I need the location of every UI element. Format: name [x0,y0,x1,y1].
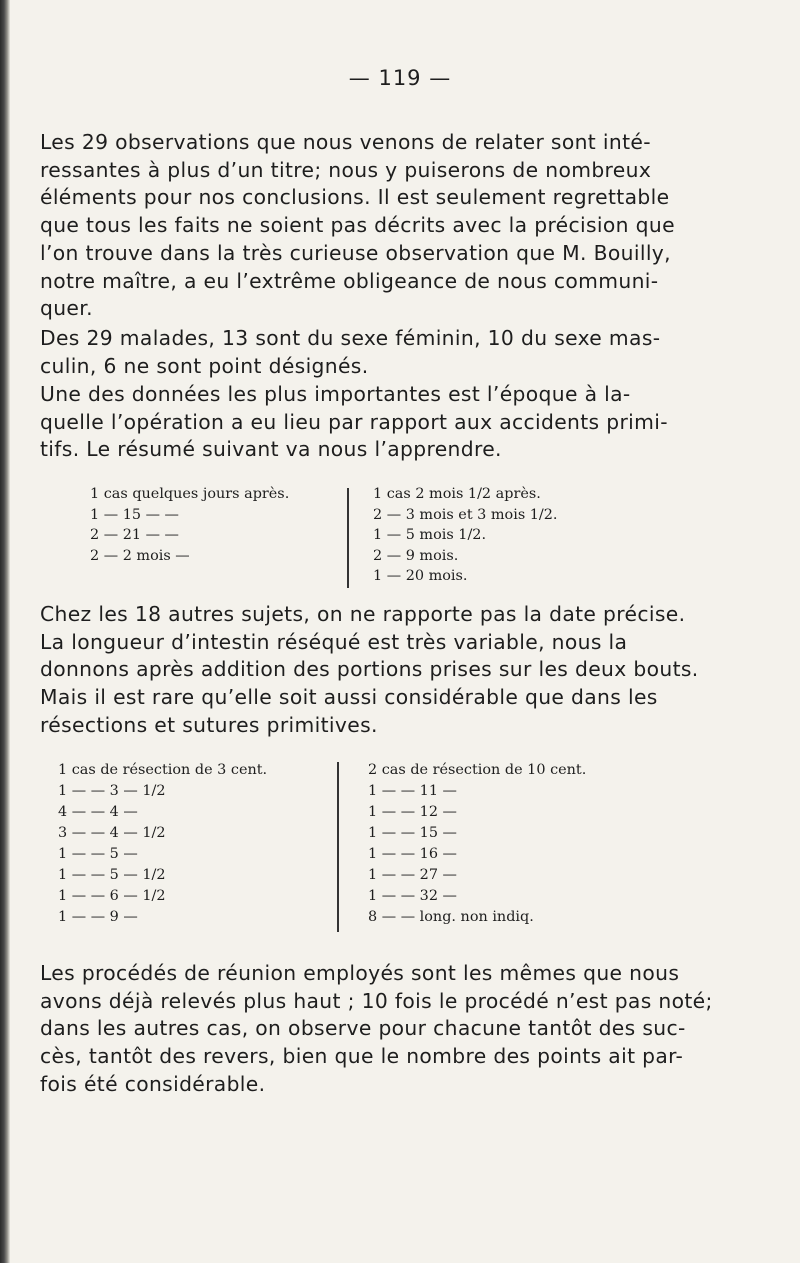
text-line: l’on trouve dans la très curieuse observation que M. Bouilly, [40,240,671,265]
paragraph-longueur [40,601,765,740]
book-binding-edge [0,0,10,1263]
table-row: 1 — — 6 — 1/2 [58,888,166,904]
table-row: 2 — 2 mois — [90,547,190,564]
timing-table-right [373,484,558,587]
text-line: donnons après addition des portions prises sur les deux bouts. [40,657,699,682]
table-row: 1 — — 5 — 1/2 [58,867,166,883]
paragraph-observations [40,129,765,323]
text-line: tifs. Le résumé suivant va nous l’apprendre. [40,437,502,462]
table-row: 2 — 3 mois et 3 mois 1/2. [373,506,558,523]
table-divider [337,762,339,932]
paragraph-malades [40,325,765,380]
table-row: 1 — — 32 — [368,888,457,904]
table-row: 1 cas quelques jours après. [90,486,290,502]
text-line: avons déjà relevés plus haut ; 10 fois le procédé n’est pas noté; [40,988,713,1013]
table-row: 1 — — 3 — 1/2 [58,783,166,799]
table-row: 1 — — 9 — [58,909,138,925]
paragraph-epoque [40,381,765,464]
text-line: quelle l’opération a eu lieu par rapport aux accidents primi- [40,409,668,434]
table-header: 2 cas de résection de 10 cent. [368,762,587,778]
table-row: 2 — 9 mois. [373,547,459,564]
text-line: Une des données les plus importantes est l’époque à la- [40,382,631,406]
table-row: 1 — — 16 — [368,846,457,862]
text-line: La longueur d’intestin réséqué est très variable, nous la [40,629,628,654]
text-line: Les procédés de réunion employés sont les mêmes que nous [40,961,680,985]
text-line: Chez les 18 autres sujets, on ne rapporte pas la date précise. [40,602,686,626]
text-line: Les 29 observations que nous venons de relater sont inté- [40,130,651,154]
timing-table-left [90,484,289,566]
text-line: Mais il est rare qu’elle soit aussi considérable que dans les [40,685,658,710]
table-row: 1 — 15 — — [90,506,179,523]
table-row: 2 — 21 — — [90,527,179,544]
table-row: 1 — 20 mois. [373,568,468,585]
table-row: 1 — — 15 — [368,825,457,841]
text-line: résections et sutures primitives. [40,712,378,737]
table-header: 1 cas de résection de 3 cent. [58,762,268,778]
table-row: 8 — — long. non indiq. [368,909,534,925]
text-line: quer. [40,296,93,321]
text-line: notre maître, a eu l’extrême obligeance de nous communi- [40,268,659,293]
resection-table-right [368,760,586,928]
table-row: 1 — — 27 — [368,867,457,883]
page-number: — 119 — [348,66,452,90]
text-line: fois été considérable. [40,1071,266,1096]
table-row: 1 — — 12 — [368,804,457,820]
table-row: 3 — — 4 — 1/2 [58,825,166,841]
text-line: dans les autres cas, on observe pour chacune tantôt des suc- [40,1016,686,1041]
text-line: ressantes à plus d’un titre; nous y puiserons de nombreux [40,157,652,182]
text-line: que tous les faits ne soient pas décrits avec la précision que [40,213,675,238]
paragraph-procedes [40,960,765,1099]
table-row: 4 — — 4 — [58,804,138,820]
table-row: 1 cas 2 mois 1/2 après. [373,486,541,502]
table-row: 1 — — 5 — [58,846,138,862]
text-line: culin, 6 ne sont point désignés. [40,353,369,378]
resection-table-left [58,760,267,928]
text-line: cès, tantôt des revers, bien que le nombre des points ait par- [40,1044,684,1069]
text-line: éléments pour nos conclusions. Il est seulement regrettable [40,185,670,210]
table-row: 1 — 5 mois 1/2. [373,527,487,544]
text-line: Des 29 malades, 13 sont du sexe féminin, 10 du sexe mas- [40,326,661,350]
table-row: 1 — — 11 — [368,783,457,799]
table-divider [347,488,349,588]
